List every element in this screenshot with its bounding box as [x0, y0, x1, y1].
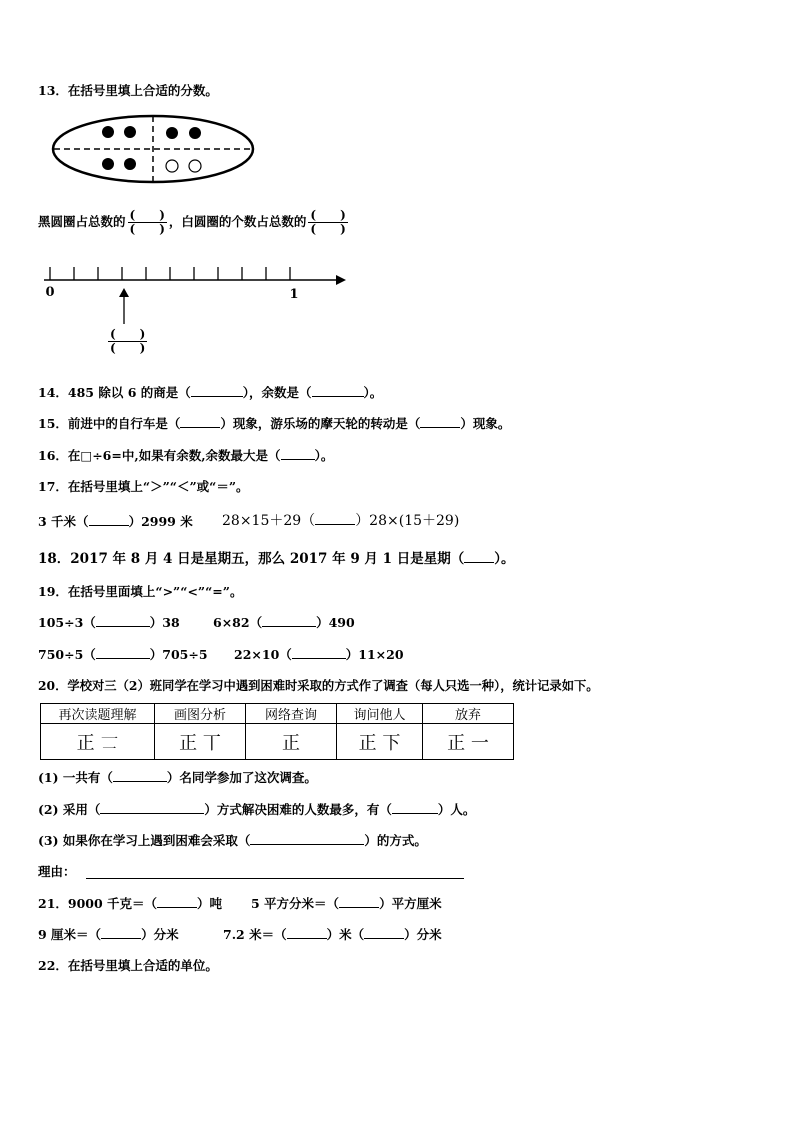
q14-quotient-blank[interactable]: [191, 385, 243, 397]
black-dot: [189, 127, 201, 139]
q20-sub1: (1) 一共有（ ）名同学参加了这次调查。: [38, 770, 317, 785]
fraction-blank-numberline[interactable]: $\frac{( )}{( )}$: [110, 327, 146, 355]
q17-blank-1[interactable]: [89, 514, 129, 526]
tally-cell: 正 下: [337, 724, 423, 760]
q20-reason-input-line[interactable]: [86, 878, 464, 879]
q14-remainder-blank[interactable]: [312, 385, 364, 397]
tally-cell: 正 一: [423, 724, 514, 760]
q20-sub2: (2) 采用（ ）方式解决困难的人数最多，有（ ）人。: [38, 802, 476, 817]
number-line: [36, 258, 356, 308]
black-dot: [124, 158, 136, 170]
q19-blank-1[interactable]: [96, 615, 150, 627]
numberline-label-0: 0: [45, 285, 55, 300]
table-header-cell: 询问他人: [337, 704, 423, 724]
q19-blank-3[interactable]: [96, 647, 150, 659]
circle-diagram: [50, 112, 258, 186]
fraction-blank-white[interactable]: $\frac{( )}{( )}$: [310, 208, 346, 236]
q17-row: 3 千米（ ）2999 米: [38, 514, 193, 529]
tally-cell: 正 𠄟: [41, 724, 155, 760]
tally-cell: 正: [246, 724, 337, 760]
q21-blank-3[interactable]: [101, 927, 141, 939]
table-header-cell: 放弃: [423, 704, 514, 724]
q20-title: 20．学校对三（2）班同学在学习中遇到困难时采取的方式作了调查（每人只选一种），统计记录如下。: [38, 678, 599, 693]
q21-blank-1[interactable]: [157, 896, 197, 908]
q19-row2-b: 22×10（ ）11×20: [234, 647, 404, 662]
q16-line: 16．在□÷6=中,如果有余数,余数最大是（ ）。: [38, 448, 334, 463]
q13-text-b: ，白圆圈的个数占总数的: [168, 214, 307, 229]
survey-table: [40, 703, 514, 760]
q18-blank[interactable]: [464, 551, 494, 563]
q17-row-right: 28×15＋29（ ）28×(15＋29): [222, 513, 460, 529]
q15-line: 15．前进中的自行车是（ ）现象，游乐场的摩天轮的转动是（ ）现象。: [38, 416, 511, 431]
tally-cell: 正 丅: [155, 724, 246, 760]
q18-line: 18．2017 年 8 月 4 日是星期五，那么 2017 年 9 月 1 日是星期（ ）。: [38, 551, 515, 567]
white-dot: [189, 160, 201, 172]
q20-blank-2[interactable]: [100, 802, 204, 814]
q21-blank-5[interactable]: [364, 927, 404, 939]
pointer-arrow-icon: [117, 288, 131, 326]
table-header-row: [41, 704, 514, 724]
q21-row2-b: 7.2 米＝（ ）米（ ）分米: [223, 927, 442, 942]
q19-row1-b: 6×82（ ）490: [213, 615, 355, 630]
q13-title: 13．在括号里填上合适的分数。: [38, 83, 218, 98]
q19-blank-2[interactable]: [262, 615, 316, 627]
q20-reason-label: 理由：: [38, 864, 76, 879]
q21-blank-2[interactable]: [339, 896, 379, 908]
q22-title: 22．在括号里填上合适的单位。: [38, 958, 218, 973]
black-dot: [166, 127, 178, 139]
q15-blank-1[interactable]: [180, 416, 220, 428]
black-dot: [102, 158, 114, 170]
q19-row2-a: 750÷5（ ）705÷5: [38, 647, 208, 662]
table-row: [41, 724, 514, 760]
table-header-cell: 画图分析: [155, 704, 246, 724]
q14-line: 14．485 除以 6 的商是（ ），余数是（ ）。: [38, 385, 383, 400]
q17-title: 17．在括号里填上“＞”“＜”或“＝”。: [38, 479, 249, 494]
fraction-blank-black[interactable]: $\frac{( )}{( )}$: [129, 208, 165, 236]
table-header-cell: 再次读题理解: [41, 704, 155, 724]
table-header-cell: 网络查询: [246, 704, 337, 724]
q17-blank-2[interactable]: [315, 513, 355, 525]
q13-text-a: 黑圆圈占总数的: [38, 214, 126, 229]
q19-row1-a: 105÷3（ ）38: [38, 615, 180, 630]
q16-blank[interactable]: [281, 448, 315, 460]
q13-fraction-line: [38, 207, 350, 237]
q19-title: 19．在括号里面填上“>”“<”“=”。: [38, 584, 243, 599]
numberline-label-1: 1: [289, 287, 299, 302]
q20-sub3: (3) 如果你在学习上遇到困难会采取（ ）的方式。: [38, 833, 427, 848]
q21-row1-a: 21．9000 千克＝（ ）吨: [38, 896, 223, 911]
q13-numberline-blank-wrap: [106, 328, 149, 355]
q20-blank-4[interactable]: [250, 833, 364, 845]
q21-row2-a: 9 厘米＝（ ）分米: [38, 927, 179, 942]
black-dot: [124, 126, 136, 138]
q19-blank-4[interactable]: [292, 647, 346, 659]
q20-blank-3[interactable]: [392, 802, 438, 814]
q20-blank-1[interactable]: [113, 770, 167, 782]
q15-blank-2[interactable]: [420, 416, 460, 428]
arrow-head-icon: [336, 275, 346, 285]
q21-row1-b: 5 平方分米＝（ ）平方厘米: [251, 896, 442, 911]
q21-blank-4[interactable]: [287, 927, 327, 939]
white-dot: [166, 160, 178, 172]
black-dot: [102, 126, 114, 138]
